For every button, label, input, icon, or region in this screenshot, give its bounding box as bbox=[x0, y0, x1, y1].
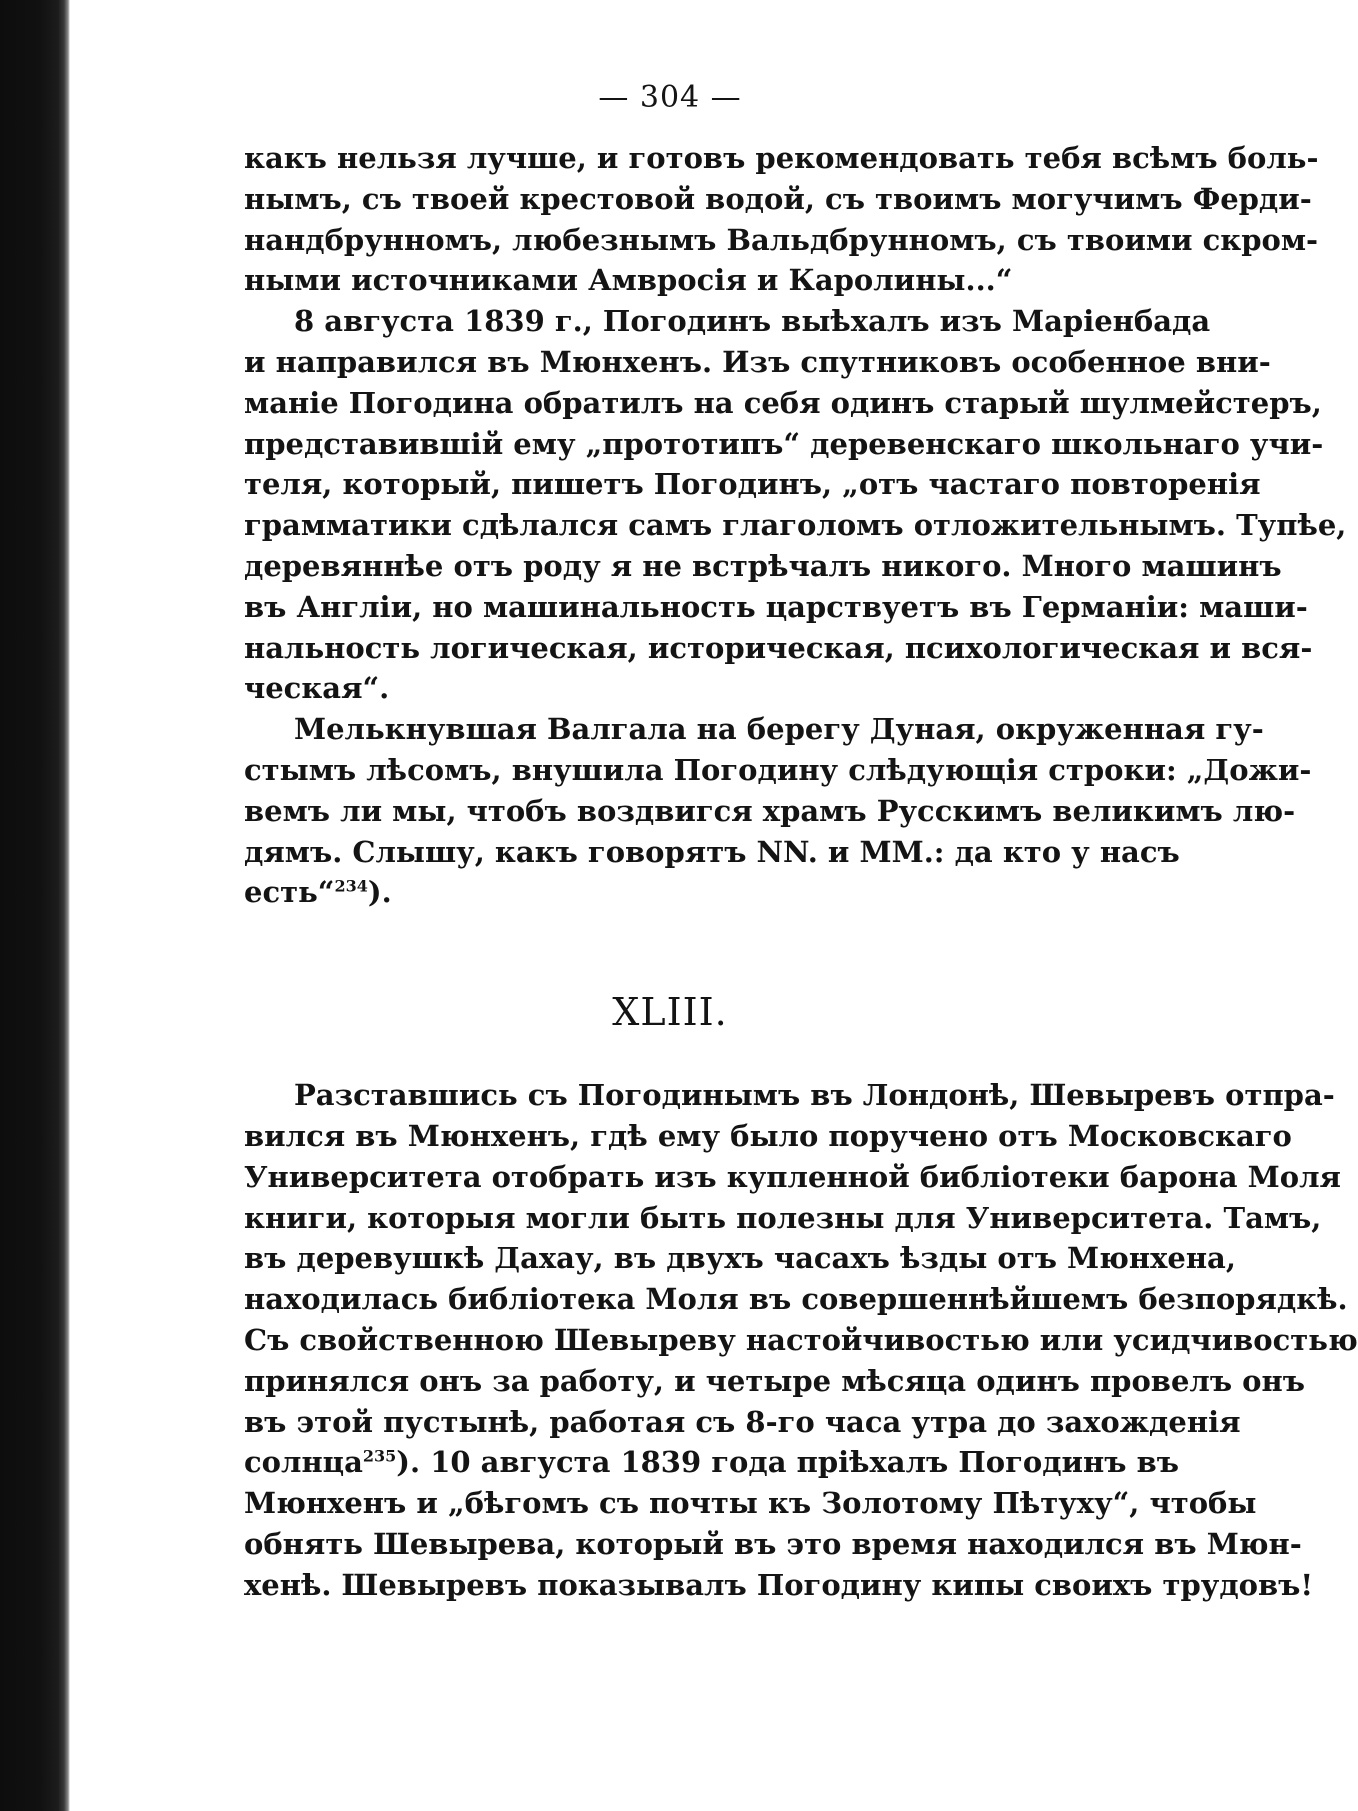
text-line: грамматики сдѣлался самъ глаголомъ отложительнымъ. Тупѣе, bbox=[244, 508, 1347, 543]
text-line: Разставшись съ Погодинымъ въ Лондонѣ, Шевыревъ отпра- bbox=[294, 1078, 1335, 1113]
text-line: 8 августа 1839 г., Погодинъ выѣхалъ изъ Маріенбада bbox=[294, 304, 1211, 339]
text-line: и направился въ Мюнхенъ. Изъ спутниковъ особенное вни- bbox=[244, 344, 1271, 379]
text-line: теля, который, пишетъ Погодинъ, „отъ частаго повторенія bbox=[244, 467, 1261, 502]
text-line: дямъ. Слышу, какъ говорятъ NN. и MM.: да кто у насъ bbox=[244, 834, 1180, 869]
text-line: стымъ лѣсомъ, внушила Погодину слѣдующія строки: „Дожи- bbox=[244, 752, 1312, 787]
text-line: маніе Погодина обратилъ на себя одинъ старый шулмейстеръ, bbox=[244, 385, 1322, 420]
text-fragment: солнца bbox=[244, 1445, 363, 1480]
text-line: въ Англіи, но машинальность царствуетъ въ Германіи: маши- bbox=[244, 589, 1308, 624]
text-line: въ этой пустынѣ, работая съ 8-го часа утра до захожденія bbox=[244, 1404, 1241, 1439]
text-line: книги, которыя могли быть полезны для Университета. Тамъ, bbox=[244, 1200, 1322, 1235]
text-line: Съ свойственною Шевыреву настойчивостью или усидчивостью bbox=[244, 1322, 1358, 1357]
footnote-ref: 235 bbox=[362, 1446, 397, 1466]
text-line: нандбрунномъ, любезнымъ Вальдбрунномъ, съ твоими скром- bbox=[244, 222, 1319, 257]
text-fragment: ). 10 августа 1839 года пріѣхалъ Погодинъ въ bbox=[396, 1445, 1180, 1480]
page-number: — 304 — bbox=[598, 80, 742, 115]
text-fragment: ). bbox=[367, 875, 392, 910]
text-line: вемъ ли мы, чтобъ воздвигся храмъ Русскимъ великимъ лю- bbox=[244, 793, 1296, 828]
text-line: ческая“. bbox=[244, 671, 390, 706]
text-line: Мюнхенъ и „бѣгомъ съ почты къ Золотому Пѣтуху“, чтобы bbox=[244, 1486, 1257, 1521]
text-line bbox=[244, 1442, 1180, 1483]
text-line bbox=[244, 872, 1096, 913]
text-fragment: есть“ bbox=[244, 875, 335, 910]
text-line: хенѣ. Шевыревъ показывалъ Погодину кипы своихъ трудовъ! bbox=[244, 1567, 1314, 1602]
text-line: Университета отобрать изъ купленной библіотеки барона Моля bbox=[244, 1159, 1341, 1194]
text-line: деревяннѣе отъ роду я не встрѣчалъ никого. Много машинъ bbox=[244, 548, 1282, 583]
paragraph-shevyrev bbox=[244, 1075, 1358, 1605]
paragraph-walhalla bbox=[244, 709, 1312, 913]
text-line: представившій ему „прототипъ“ деревенскаго школьнаго учи- bbox=[244, 426, 1324, 461]
text-line: нальность логическая, историческая, психологическая и вся- bbox=[244, 630, 1313, 665]
section-heading: XLIII. bbox=[612, 990, 728, 1035]
text-line: Мелькнувшая Валгала на берегу Дуная, окруженная гу- bbox=[294, 712, 1264, 747]
text-line: принялся онъ за работу, и четыре мѣсяца одинъ провелъ онъ bbox=[244, 1363, 1305, 1398]
scan-binding-edge bbox=[0, 0, 70, 1811]
paragraph-departure bbox=[244, 301, 1347, 709]
text-line: въ деревушкѣ Дахау, въ двухъ часахъ ѣзды отъ Мюнхена, bbox=[244, 1241, 1236, 1276]
text-line: вился въ Мюнхенъ, гдѣ ему было поручено отъ Московскаго bbox=[244, 1118, 1292, 1153]
text-line: нымъ, съ твоей крестовой водой, съ твоимъ могучимъ Ферди- bbox=[244, 181, 1312, 216]
footnote-ref: 234 bbox=[334, 876, 368, 896]
paragraph-continuation bbox=[244, 138, 1319, 301]
text-line: находилась библіотека Моля въ совершеннѣйшемъ безпорядкѣ. bbox=[244, 1282, 1348, 1317]
text-line: обнять Шевырева, который въ это время находился въ Мюн- bbox=[244, 1526, 1302, 1561]
book-page bbox=[244, 78, 1358, 1606]
text-line: какъ нельзя лучше, и готовъ рекомендовать тебя всѣмъ боль- bbox=[244, 141, 1319, 175]
text-line: ными источниками Амвросія и Каролины...“ bbox=[244, 263, 1013, 298]
